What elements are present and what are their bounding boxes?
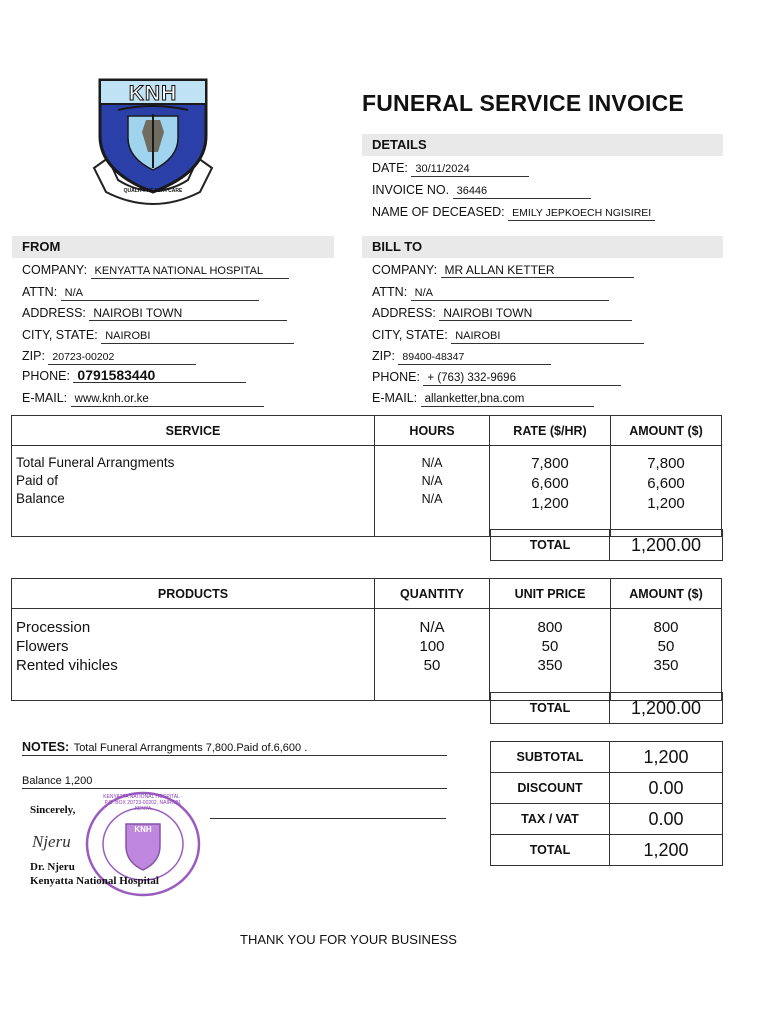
bill-email-row <box>372 391 594 407</box>
from-email-row <box>22 391 264 407</box>
bill-city-value: NAIROBI <box>451 330 644 344</box>
table-row: Total Funeral Arrangments <box>16 455 175 470</box>
tax-row <box>490 803 723 835</box>
bill-city-row <box>372 328 644 344</box>
subtotal-label: SUBTOTAL <box>491 742 610 772</box>
from-attn-label: ATTN: <box>22 285 58 299</box>
products-amount-cell <box>611 609 722 701</box>
services-header-row <box>12 416 722 446</box>
invoice-value: 36446 <box>453 185 591 199</box>
rate-value: 6,600 <box>531 475 569 492</box>
table-row: Balance <box>16 491 65 506</box>
grand-total-label: TOTAL <box>491 835 610 865</box>
bill-phone-value: + (763) 332-9696 <box>423 372 621 386</box>
from-attn-value: N/A <box>61 287 259 301</box>
deceased-value: EMILY JEPKOECH NGISIREI <box>508 207 655 221</box>
signature-line <box>210 818 446 819</box>
deceased-label: NAME OF DECEASED: <box>372 205 505 219</box>
notes-text-2: Balance 1,200 <box>22 775 93 787</box>
quantity-value: 100 <box>419 638 445 655</box>
services-col-service: SERVICE <box>12 416 375 446</box>
from-email-label: E-MAIL: <box>22 391 68 405</box>
discount-label: DISCOUNT <box>491 773 610 803</box>
subtotal-row <box>490 741 723 773</box>
list-item: Procession <box>16 619 91 636</box>
date-value: 30/11/2024 <box>411 163 529 177</box>
from-email-value: www.knh.or.ke <box>71 393 264 407</box>
amount-value: 6,600 <box>647 475 685 492</box>
bill-company-value: MR ALLAN KETTER <box>441 264 634 278</box>
signature: Njeru <box>32 832 71 851</box>
from-address-label: ADDRESS: <box>22 306 86 320</box>
bill-attn-label: ATTN: <box>372 285 408 299</box>
amount-value: 800 <box>653 619 679 636</box>
services-col-rate: RATE ($/HR) <box>490 416 611 446</box>
unit-price-value: 50 <box>541 638 559 655</box>
bill-address-label: ADDRESS: <box>372 306 436 320</box>
bill-to-heading: BILL TO <box>372 239 423 254</box>
deceased-row <box>372 205 655 221</box>
tax-value: 0.00 <box>648 809 684 829</box>
amount-value: 1,200 <box>647 495 685 512</box>
logo-text: KNH <box>128 82 178 105</box>
services-total-label: TOTAL <box>491 530 610 560</box>
products-unit-price-cell <box>490 609 611 701</box>
from-phone-row <box>22 369 246 383</box>
from-company-value: KENYATTA NATIONAL HOSPITAL <box>91 265 289 279</box>
discount-value: 0.00 <box>648 778 684 798</box>
bill-email-value: allanketter,bna.com <box>421 393 594 407</box>
bill-phone-label: PHONE: <box>372 370 420 384</box>
bill-address-value: NAIROBI TOWN <box>439 307 632 321</box>
services-total-row <box>490 529 723 561</box>
stamp-text: KENYATTA NATIONAL HOSPITAL · P.O. BOX 20723-00202, NAIROBI, KENYA <box>103 794 183 812</box>
products-col-unit-price: UNIT PRICE <box>490 579 611 609</box>
list-item: Flowers <box>16 638 69 655</box>
bill-to-header <box>362 236 723 258</box>
signer-name: Dr. Njeru <box>30 861 75 873</box>
services-col-amount: AMOUNT ($) <box>611 416 722 446</box>
bill-attn-value: N/A <box>411 287 609 301</box>
date-row <box>372 161 529 177</box>
bill-email-label: E-MAIL: <box>372 391 418 405</box>
discount-row <box>490 772 723 804</box>
grand-total-row <box>490 834 723 866</box>
from-zip-row <box>22 349 196 365</box>
services-col-hours: HOURS <box>375 416 490 446</box>
from-phone-label: PHONE: <box>22 369 70 383</box>
products-total-value: 1,200.00 <box>630 698 702 718</box>
quantity-value: N/A <box>419 619 445 636</box>
hours-value: N/A <box>421 456 443 470</box>
products-body-row <box>12 609 722 701</box>
unit-price-value: 800 <box>537 619 563 636</box>
unit-price-value: 350 <box>537 657 563 674</box>
date-label: DATE: <box>372 161 408 175</box>
from-zip-value: 20723-00202 <box>48 351 196 365</box>
grand-total-value: 1,200 <box>643 840 689 860</box>
products-header-row <box>12 579 722 609</box>
from-attn-row <box>22 285 259 301</box>
hours-value: N/A <box>421 492 443 506</box>
from-company-label: COMPANY: <box>22 263 88 277</box>
amount-value: 50 <box>657 638 675 655</box>
tax-label: TAX / VAT <box>491 804 610 834</box>
invoice-label: INVOICE NO. <box>372 183 450 197</box>
from-address-row <box>22 306 287 321</box>
products-total-row <box>490 692 723 724</box>
knh-logo <box>88 76 218 210</box>
svg-text:KNH: KNH <box>134 825 152 834</box>
quantity-value: 50 <box>423 657 441 674</box>
table-row: Paid of <box>16 473 59 488</box>
services-amount-cell <box>611 446 722 537</box>
bill-address-row <box>372 306 632 321</box>
notes-line-1 <box>22 738 447 756</box>
invoice-title: FUNERAL SERVICE INVOICE <box>362 90 684 116</box>
bill-zip-row <box>372 349 551 365</box>
sincerely-text: Sincerely, <box>30 804 76 816</box>
from-zip-label: ZIP: <box>22 349 45 363</box>
hours-value: N/A <box>421 474 443 488</box>
services-total-value: 1,200.00 <box>630 535 702 555</box>
amount-value: 350 <box>653 657 679 674</box>
signer-org: Kenyatta National Hospital <box>30 875 159 887</box>
amount-value: 7,800 <box>647 455 685 472</box>
rate-value: 1,200 <box>531 495 569 512</box>
subtotal-value: 1,200 <box>643 747 689 767</box>
thank-you-text: THANK YOU FOR YOUR BUSINESS <box>240 932 457 947</box>
from-city-value: NAIROBI <box>101 330 294 344</box>
details-header <box>362 134 723 156</box>
from-address-value: NAIROBI TOWN <box>89 307 287 321</box>
products-col-product: PRODUCTS <box>12 579 375 609</box>
from-heading: FROM <box>22 239 61 254</box>
from-company-row <box>22 263 289 279</box>
from-city-label: CITY, STATE: <box>22 328 98 342</box>
notes-text-1: Total Funeral Arrangments 7,800.Paid of.6,600 . <box>73 742 308 754</box>
products-col-quantity: QUANTITY <box>375 579 490 609</box>
bill-phone-row <box>372 370 621 386</box>
notes-line-2 <box>22 771 447 789</box>
products-table <box>11 578 722 701</box>
products-total-label: TOTAL <box>491 693 610 723</box>
services-rate-cell <box>490 446 611 537</box>
services-names-cell <box>12 446 375 537</box>
from-header <box>12 236 334 258</box>
bill-city-label: CITY, STATE: <box>372 328 448 342</box>
notes-label: NOTES: <box>22 740 70 754</box>
logo-motto: QUALITY HEALTH CARE <box>123 188 183 194</box>
products-col-amount: AMOUNT ($) <box>611 579 722 609</box>
services-body-row <box>12 446 722 537</box>
bill-company-row <box>372 263 634 278</box>
from-phone-value: 0791583440 <box>73 369 246 383</box>
services-table <box>11 415 722 537</box>
bill-attn-row <box>372 285 609 301</box>
from-city-row <box>22 328 294 344</box>
invoice-row <box>372 183 591 199</box>
bill-zip-value: 89400-48347 <box>398 351 551 365</box>
products-quantity-cell <box>375 609 490 701</box>
services-hours-cell <box>375 446 490 537</box>
bill-zip-label: ZIP: <box>372 349 395 363</box>
products-names-cell <box>12 609 375 701</box>
bill-company-label: COMPANY: <box>372 263 438 277</box>
list-item: Rented vihicles <box>16 657 118 674</box>
details-heading: DETAILS <box>372 137 427 152</box>
rate-value: 7,800 <box>531 455 569 472</box>
